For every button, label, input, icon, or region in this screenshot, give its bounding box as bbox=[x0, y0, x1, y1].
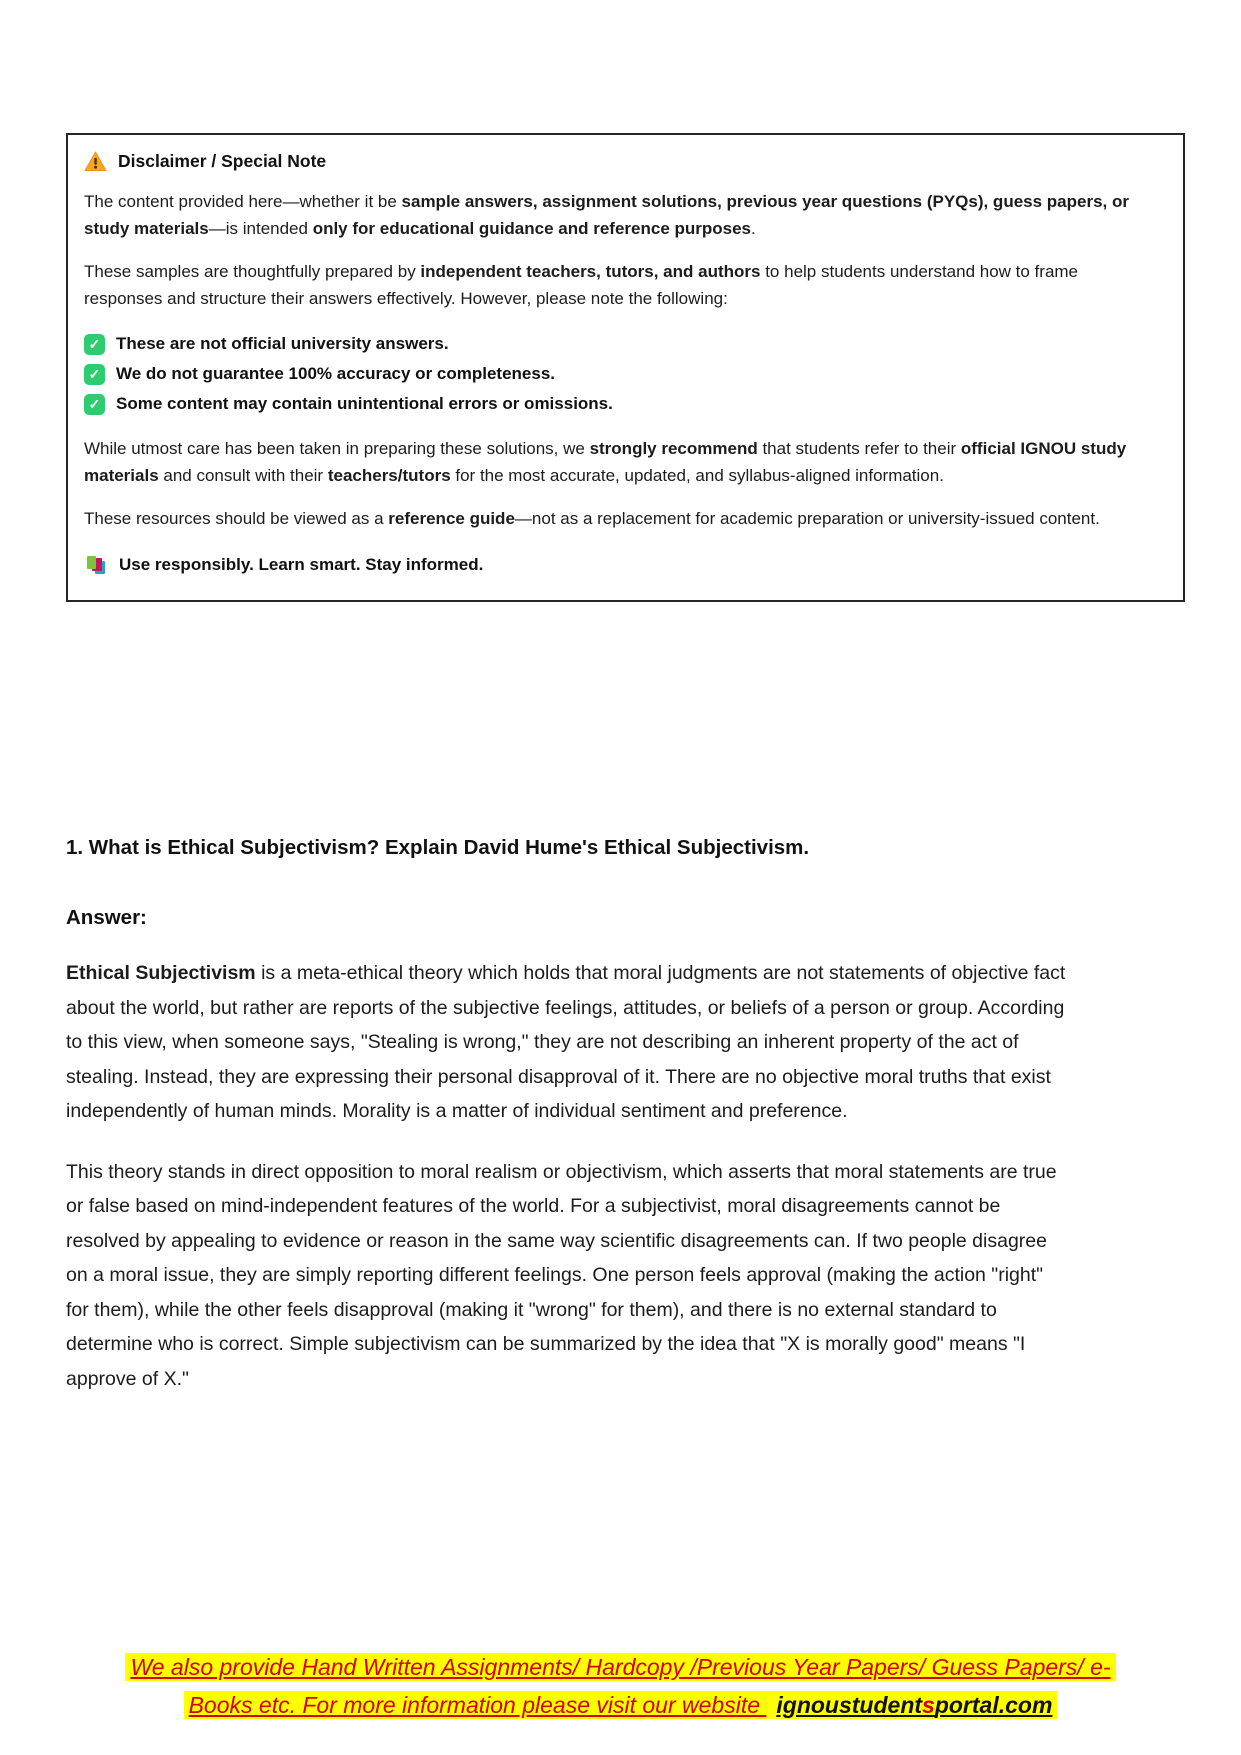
question-section bbox=[66, 836, 1066, 1396]
answer-label: Answer: bbox=[66, 906, 147, 929]
promo-footer-line-1 bbox=[0, 1648, 1241, 1686]
books-icon bbox=[84, 554, 108, 576]
text-run-bold: sample answers, assignment solutions, previous year questions (PYQs), guess papers, or study materials bbox=[84, 192, 1129, 238]
check-icon: ✓ bbox=[84, 364, 105, 385]
checklist-item bbox=[84, 389, 1131, 419]
website-text[interactable]: ignoustudent bbox=[776, 1692, 923, 1718]
text-run-bold: official IGNOU study materials bbox=[84, 439, 1127, 485]
text-run: These resources should be viewed as a bbox=[84, 509, 389, 528]
website-text[interactable]: portal.com bbox=[934, 1692, 1053, 1718]
checklist-item-label: We do not guarantee 100% accuracy or completeness. bbox=[116, 364, 556, 383]
text-run-bold: Ethical Subjectivism bbox=[66, 962, 256, 984]
checklist-item-label: Some content may contain unintentional errors or omissions. bbox=[116, 394, 613, 413]
check-icon: ✓ bbox=[84, 334, 105, 355]
disclaimer-paragraph-4 bbox=[84, 505, 1131, 532]
highlighted-text: We also provide Hand Written Assignments/ Hardcopy /Previous Year Papers/ Guess Papers/ e- bbox=[125, 1653, 1115, 1681]
disclaimer-title: Disclaimer / Special Note bbox=[118, 151, 327, 171]
disclaimer-paragraph-2 bbox=[84, 258, 1131, 312]
text-run: that students refer to their bbox=[757, 439, 961, 458]
checklist-item-label: These are not official university answers. bbox=[116, 334, 449, 353]
disclaimer-checklist bbox=[84, 329, 1131, 419]
text-run-bold: teachers/tutors bbox=[327, 466, 451, 485]
disclaimer-box bbox=[66, 133, 1185, 602]
text-run: and consult with their bbox=[158, 466, 328, 485]
answer-paragraph-2: This theory stands in direct opposition to moral realism or objectivism, which asserts that moral statements are true or false based on mind-independent features of the world. For a subjectivist, moral disagreements cannot be resolved by appealing to evidence or reason in the same way scientific disagreements can. If two people disagree on a moral issue, they are simply reporting different feelings. One person feels approval (making the action "right" for them), while the other feels disapproval (making it "wrong" for them), and there is no external standard to determine who is correct. Simple subjectivism can be summarized by the idea that "X is morally good" means "I approve of X." bbox=[66, 1160, 1057, 1390]
website-link[interactable] bbox=[771, 1691, 1057, 1719]
text-run-bold: reference guide bbox=[388, 509, 515, 528]
text-run: —is intended bbox=[208, 219, 313, 238]
text-run: is a meta-ethical theory which holds that moral judgments are not statements of objective fact about the world, but rather are reports of the subjective feelings, attitudes, or beliefs of a person or group. According to this view, when someone says, "Stealing is wrong," they are not describing an inherent property of the act of stealing. Instead, they are expressing their personal disapproval of it. There are no objective moral truths that exist independently of human minds. Morality is a matter of individual sentiment and preference. bbox=[66, 962, 1066, 1122]
text-run-bold: only for educational guidance and reference purposes bbox=[312, 219, 752, 238]
text-run: . bbox=[751, 219, 756, 238]
promo-footer-line-2 bbox=[0, 1686, 1241, 1724]
checklist-item bbox=[84, 359, 1131, 389]
text-run-bold: independent teachers, tutors, and authors bbox=[420, 262, 761, 281]
use-responsibly-note: Use responsibly. Learn smart. Stay informed. bbox=[119, 555, 484, 574]
disclaimer-paragraph-3 bbox=[84, 435, 1131, 489]
use-responsibly-row bbox=[84, 554, 1131, 576]
website-text-accent[interactable]: s bbox=[922, 1692, 935, 1718]
disclaimer-title-row bbox=[84, 151, 1131, 172]
text-run: While utmost care has been taken in preparing these solutions, we bbox=[84, 439, 590, 458]
text-run: to help students understand how to frame responses and structure their answers effectively. However, please note the following: bbox=[84, 262, 1079, 308]
promo-footer bbox=[0, 1648, 1241, 1724]
question-heading: 1. What is Ethical Subjectivism? Explain David Hume's Ethical Subjectivism. bbox=[66, 836, 810, 859]
warning-icon bbox=[84, 151, 107, 172]
highlighted-text: Books etc. For more information please visit our website bbox=[184, 1691, 772, 1719]
text-run: for the most accurate, updated, and syllabus-aligned information. bbox=[450, 466, 944, 485]
text-run: These samples are thoughtfully prepared by bbox=[84, 262, 421, 281]
check-icon: ✓ bbox=[84, 394, 105, 415]
text-run-bold: strongly recommend bbox=[589, 439, 758, 458]
answer-paragraph-1 bbox=[66, 956, 1066, 1129]
checklist-item bbox=[84, 329, 1131, 359]
text-run: —not as a replacement for academic preparation or university-issued content. bbox=[514, 509, 1100, 528]
disclaimer-paragraph-1 bbox=[84, 188, 1131, 242]
text-run: The content provided here—whether it be bbox=[84, 192, 402, 211]
